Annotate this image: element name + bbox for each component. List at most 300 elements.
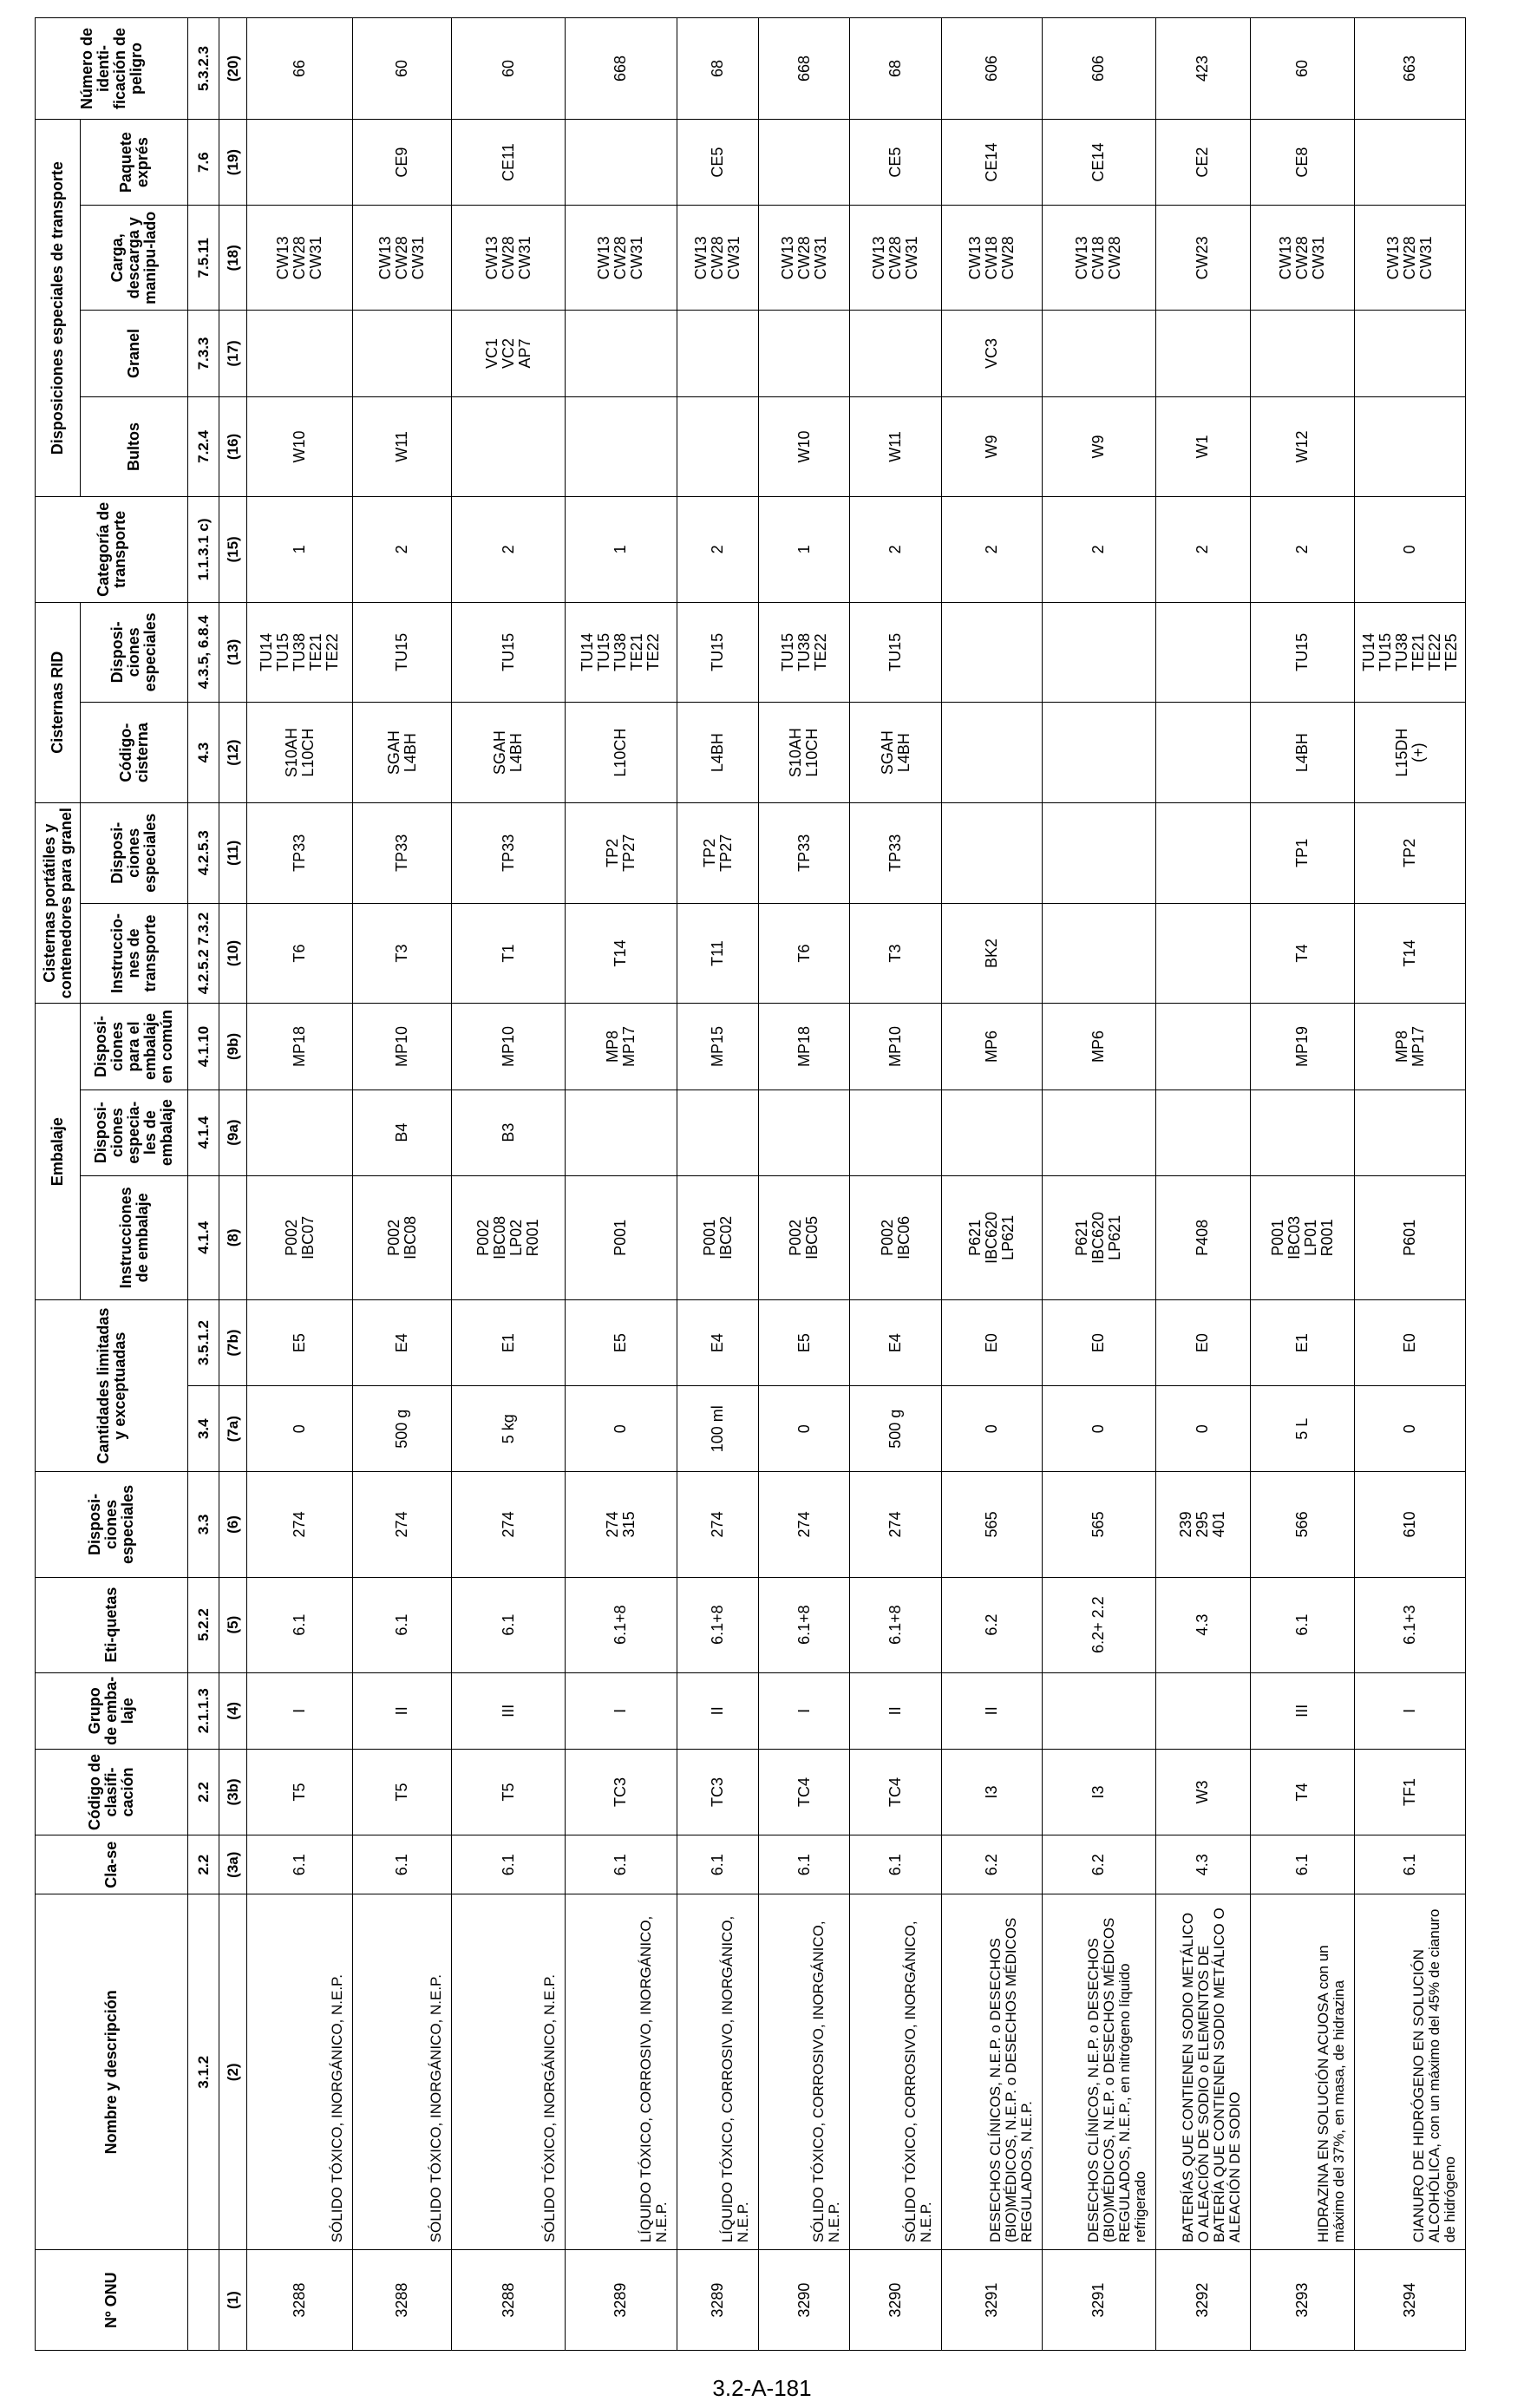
cell-classification-code: TC4 [759, 1749, 850, 1835]
cell-un-number: 3289 [677, 2250, 758, 2351]
cell-classification-code: I3 [1042, 1749, 1155, 1835]
cell-pt-instructions: T3 [353, 903, 452, 1004]
ref-cell: 3.1.2 [188, 1894, 219, 2250]
cell-bulk-provisions: VC1 VC2 AP7 [452, 311, 566, 396]
cell-un-number: 3291 [1042, 2250, 1155, 2351]
dangerous-goods-table-rotated [35, 17, 1466, 2351]
cell-class: 6.2 [941, 1835, 1042, 1894]
cell-tank-code: L4BH [1250, 703, 1354, 803]
header-special-provisions: Disposi-ciones especiales [36, 1472, 188, 1577]
cell-packages-provisions: W1 [1155, 396, 1250, 497]
cell-pt-instructions: T4 [1250, 903, 1354, 1004]
cell-pt-special-provisions: TP33 [759, 802, 850, 903]
cell-limited-quantity: 5 kg [452, 1386, 566, 1472]
cell-packing-instructions: P001 IBC02 [677, 1175, 758, 1299]
colnum-cell: (9a) [219, 1089, 247, 1175]
cell-labels: 6.1+8 [850, 1577, 941, 1672]
colnum-cell: (11) [219, 802, 247, 903]
cell-loading-provisions: CW13 CW28 CW31 [850, 206, 941, 311]
cell-limited-quantity: 500 g [850, 1386, 941, 1472]
cell-pt-special-provisions: TP1 [1250, 802, 1354, 903]
column-number-row [219, 18, 247, 2351]
cell-mixed-packing-provisions: MP10 [850, 1004, 941, 1089]
cell-special-provisions: 274 [353, 1472, 452, 1577]
cell-express-provisions: CE5 [677, 120, 758, 206]
colnum-cell: (5) [219, 1577, 247, 1672]
cell-packages-provisions: W11 [850, 396, 941, 497]
cell-bulk-provisions [353, 311, 452, 396]
cell-packages-provisions [452, 396, 566, 497]
ref-cell: 4.3 [188, 703, 219, 803]
cell-tank-code [941, 703, 1042, 803]
cell-packing-instructions: P002 IBC06 [850, 1175, 941, 1299]
cell-tank-code: SGAH L4BH [452, 703, 566, 803]
cell-tank-special-provisions: TU14 TU15 TU38 TE21 TE22 TE25 [1355, 602, 1466, 703]
ref-cell: 2.2 [188, 1835, 219, 1894]
header-hazard-id: Número de identi-ficación de peligro [36, 18, 188, 120]
cell-special-packing-provisions [247, 1089, 353, 1175]
cell-packing-group [1155, 1672, 1250, 1749]
cell-class: 6.1 [1355, 1835, 1466, 1894]
header-rid-tanks: Cisternas RID [36, 602, 81, 802]
cell-pt-instructions: BK2 [941, 903, 1042, 1004]
cell-excepted-quantity: E4 [677, 1299, 758, 1385]
cell-express-provisions: CE14 [941, 120, 1042, 206]
table-row [566, 18, 677, 2351]
cell-packages-provisions [677, 396, 758, 497]
colnum-cell: (18) [219, 206, 247, 311]
cell-un-number: 3288 [247, 2250, 353, 2351]
colnum-cell: (4) [219, 1672, 247, 1749]
cell-transport-category: 2 [1042, 497, 1155, 602]
cell-special-packing-provisions: B3 [452, 1089, 566, 1175]
cell-tank-special-provisions: TU15 [677, 602, 758, 703]
cell-classification-code: TF1 [1355, 1749, 1466, 1835]
cell-packages-provisions: W10 [247, 396, 353, 497]
ref-cell: 4.2.5.2 7.3.2 [188, 903, 219, 1004]
cell-un-number: 3289 [566, 2250, 677, 2351]
cell-special-provisions: 565 [941, 1472, 1042, 1577]
cell-pt-instructions: T11 [677, 903, 758, 1004]
cell-excepted-quantity: E5 [566, 1299, 677, 1385]
cell-express-provisions: CE2 [1155, 120, 1250, 206]
cell-hazard-id: 68 [677, 18, 758, 120]
colnum-cell: (8) [219, 1175, 247, 1299]
cell-class: 6.1 [247, 1835, 353, 1894]
cell-mixed-packing-provisions: MP8 MP17 [566, 1004, 677, 1089]
cell-mixed-packing-provisions: MP19 [1250, 1004, 1354, 1089]
cell-packing-instructions: P621 IBC620 LP621 [941, 1175, 1042, 1299]
table-row [1042, 18, 1155, 2351]
cell-labels: 4.3 [1155, 1577, 1250, 1672]
reference-row [188, 18, 219, 2351]
colnum-cell: (12) [219, 703, 247, 803]
cell-name-description: SÓLIDO TÓXICO, INORGÁNICO, N.E.P. [247, 1894, 353, 2250]
cell-labels: 6.1 [452, 1577, 566, 1672]
cell-mixed-packing-provisions: MP6 [1042, 1004, 1155, 1089]
ref-cell: 5.2.2 [188, 1577, 219, 1672]
cell-transport-category: 1 [566, 497, 677, 602]
cell-pt-special-provisions [1155, 802, 1250, 903]
cell-packing-group: I [566, 1672, 677, 1749]
header-tank-code: Código-cisterna [81, 703, 188, 803]
cell-special-provisions: 239 295 401 [1155, 1472, 1250, 1577]
cell-special-packing-provisions [850, 1089, 941, 1175]
cell-classification-code: TC3 [566, 1749, 677, 1835]
cell-labels: 6.1 [353, 1577, 452, 1672]
cell-special-packing-provisions [1355, 1089, 1466, 1175]
colnum-cell: (20) [219, 18, 247, 120]
cell-pt-instructions: T6 [247, 903, 353, 1004]
cell-pt-instructions: T14 [566, 903, 677, 1004]
cell-hazard-id: 668 [566, 18, 677, 120]
cell-special-packing-provisions: B4 [353, 1089, 452, 1175]
cell-bulk-provisions [1155, 311, 1250, 396]
cell-hazard-id: 663 [1355, 18, 1466, 120]
cell-labels: 6.1+8 [759, 1577, 850, 1672]
header-portable-tanks: Cisternas portátiles y contenedores para granel [36, 802, 81, 1003]
cell-classification-code: W3 [1155, 1749, 1250, 1835]
cell-packing-instructions: P002 IBC05 [759, 1175, 850, 1299]
ref-cell: 2.1.1.3 [188, 1672, 219, 1749]
cell-special-provisions: 274 [247, 1472, 353, 1577]
table-row [941, 18, 1042, 2351]
cell-loading-provisions: CW13 CW28 CW31 [759, 206, 850, 311]
table-row [1155, 18, 1250, 2351]
table-row [850, 18, 941, 2351]
cell-classification-code: T5 [452, 1749, 566, 1835]
cell-excepted-quantity: E5 [759, 1299, 850, 1385]
ref-cell: 4.1.4 [188, 1175, 219, 1299]
cell-excepted-quantity: E1 [452, 1299, 566, 1385]
header-pt-special-provisions: Disposi-ciones especiales [81, 802, 188, 903]
header-class: Cla-se [36, 1835, 188, 1894]
cell-loading-provisions: CW13 CW28 CW31 [1250, 206, 1354, 311]
cell-transport-category: 2 [452, 497, 566, 602]
cell-special-provisions: 566 [1250, 1472, 1354, 1577]
header-labels: Eti-quetas [36, 1577, 188, 1672]
cell-limited-quantity: 0 [1042, 1386, 1155, 1472]
cell-tank-code [1042, 703, 1155, 803]
ref-cell: 7.5.11 [188, 206, 219, 311]
cell-tank-code: S10AH L10CH [759, 703, 850, 803]
table-row [452, 18, 566, 2351]
header-limited-excepted: Cantidades limitadas y exceptuadas [36, 1299, 188, 1471]
cell-pt-instructions [1042, 903, 1155, 1004]
cell-express-provisions [566, 120, 677, 206]
colnum-cell: (7b) [219, 1299, 247, 1385]
cell-hazard-id: 60 [452, 18, 566, 120]
cell-mixed-packing-provisions: MP6 [941, 1004, 1042, 1089]
header-loading-handling: Carga, descarga y manipu-lado [81, 206, 188, 311]
cell-un-number: 3288 [353, 2250, 452, 2351]
cell-labels: 6.2 [941, 1577, 1042, 1672]
ref-cell: 2.2 [188, 1749, 219, 1835]
cell-express-provisions [1355, 120, 1466, 206]
table-row [677, 18, 758, 2351]
cell-special-provisions: 274 [452, 1472, 566, 1577]
cell-loading-provisions: CW13 CW28 CW31 [452, 206, 566, 311]
cell-limited-quantity: 100 ml [677, 1386, 758, 1472]
ref-cell: 7.3.3 [188, 311, 219, 396]
cell-mixed-packing-provisions [1155, 1004, 1250, 1089]
cell-class: 6.1 [850, 1835, 941, 1894]
cell-un-number: 3290 [850, 2250, 941, 2351]
cell-name-description: SÓLIDO TÓXICO, INORGÁNICO, N.E.P. [452, 1894, 566, 2250]
header-special-packing-provisions: Disposi-ciones especia-les de embalaje [81, 1089, 188, 1175]
cell-limited-quantity: 0 [247, 1386, 353, 1472]
cell-class: 6.1 [452, 1835, 566, 1894]
cell-bulk-provisions [1355, 311, 1466, 396]
cell-loading-provisions: CW13 CW28 CW31 [247, 206, 353, 311]
colnum-cell: (6) [219, 1472, 247, 1577]
cell-hazard-id: 66 [247, 18, 353, 120]
ref-cell: 3.4 [188, 1386, 219, 1472]
header-tank-special-provisions: Disposi-ciones especiales [81, 602, 188, 703]
cell-packages-provisions: W9 [941, 396, 1042, 497]
cell-packing-instructions: P001 [566, 1175, 677, 1299]
cell-loading-provisions: CW13 CW18 CW28 [941, 206, 1042, 311]
cell-special-provisions: 274 [759, 1472, 850, 1577]
ref-cell: 5.3.2.3 [188, 18, 219, 120]
cell-pt-special-provisions: TP2 TP27 [677, 802, 758, 903]
cell-tank-code: SGAH L4BH [850, 703, 941, 803]
cell-name-description: CIANURO DE HIDRÓGENO EN SOLUCIÓN ALCOHÓLICA, con un máximo del 45% de cianuro de hidrógeno [1355, 1894, 1466, 2250]
cell-packing-group: II [677, 1672, 758, 1749]
cell-special-provisions: 610 [1355, 1472, 1466, 1577]
cell-classification-code: I3 [941, 1749, 1042, 1835]
cell-classification-code: TC4 [850, 1749, 941, 1835]
header-transport-category: Categoría de transporte [36, 497, 188, 602]
cell-limited-quantity: 500 g [353, 1386, 452, 1472]
cell-classification-code: TC3 [677, 1749, 758, 1835]
cell-excepted-quantity: E0 [1155, 1299, 1250, 1385]
cell-transport-category: 2 [353, 497, 452, 602]
cell-special-provisions: 274 [677, 1472, 758, 1577]
cell-pt-special-provisions [941, 802, 1042, 903]
cell-packing-group: III [1250, 1672, 1354, 1749]
ref-cell: 7.6 [188, 120, 219, 206]
cell-loading-provisions: CW13 CW28 CW31 [566, 206, 677, 311]
cell-bulk-provisions: VC3 [941, 311, 1042, 396]
cell-classification-code: T5 [247, 1749, 353, 1835]
cell-bulk-provisions [850, 311, 941, 396]
cell-pt-instructions [1155, 903, 1250, 1004]
cell-name-description: SÓLIDO TÓXICO, CORROSIVO, INORGÁNICO, N.E.P. [850, 1894, 941, 2250]
cell-name-description: DESECHOS CLÍNICOS, N.E.P. o DESECHOS (BIO)MÉDICOS, N.E.P. o DESECHOS MÉDICOS REGULADOS, N.E.P., en nitrógeno líquido refrigerado [1042, 1894, 1155, 2250]
dangerous-goods-table [35, 17, 1466, 2351]
cell-transport-category: 1 [759, 497, 850, 602]
cell-pt-special-provisions: TP2 [1355, 802, 1466, 903]
cell-tank-code: L10CH [566, 703, 677, 803]
colnum-cell: (7a) [219, 1386, 247, 1472]
cell-transport-category: 2 [1155, 497, 1250, 602]
cell-un-number: 3294 [1355, 2250, 1466, 2351]
header-express: Paquete exprés [81, 120, 188, 206]
cell-mixed-packing-provisions: MP10 [452, 1004, 566, 1089]
cell-tank-special-provisions [1155, 602, 1250, 703]
header-packages: Bultos [81, 396, 188, 497]
cell-transport-category: 2 [850, 497, 941, 602]
cell-special-packing-provisions [677, 1089, 758, 1175]
cell-tank-special-provisions: TU15 TU38 TE22 [759, 602, 850, 703]
cell-class: 6.2 [1042, 1835, 1155, 1894]
cell-name-description: BATERÍAS QUE CONTIENEN SODIO METÁLICO O ALEACIÓN DE SODIO o ELEMENTOS DE BATERÍA QUE CONTIENEN SODIO METÁLICO O ALEACIÓN DE SODIO [1155, 1894, 1250, 2250]
cell-hazard-id: 668 [759, 18, 850, 120]
cell-packing-group: III [452, 1672, 566, 1749]
cell-packing-group: II [353, 1672, 452, 1749]
colnum-cell: (15) [219, 497, 247, 602]
cell-express-provisions: CE11 [452, 120, 566, 206]
ref-cell: 7.2.4 [188, 396, 219, 497]
cell-hazard-id: 423 [1155, 18, 1250, 120]
cell-bulk-provisions [1250, 311, 1354, 396]
cell-packages-provisions: W12 [1250, 396, 1354, 497]
colnum-cell: (3a) [219, 1835, 247, 1894]
header-packing-instructions: Instrucciones de embalaje [81, 1175, 188, 1299]
cell-packing-group: I [1355, 1672, 1466, 1749]
table-row [353, 18, 452, 2351]
cell-special-provisions: 274 [850, 1472, 941, 1577]
cell-tank-special-provisions: TU14 TU15 TU38 TE21 TE22 [247, 602, 353, 703]
cell-class: 6.1 [1250, 1835, 1354, 1894]
colnum-cell: (13) [219, 602, 247, 703]
ref-cell: 4.1.10 [188, 1004, 219, 1089]
cell-packages-provisions [566, 396, 677, 497]
cell-transport-category: 2 [1250, 497, 1354, 602]
header-bulk: Granel [81, 311, 188, 396]
cell-excepted-quantity: E4 [353, 1299, 452, 1385]
header-un-no: Nº ONU [36, 2250, 188, 2351]
cell-classification-code: T4 [1250, 1749, 1354, 1835]
cell-un-number: 3290 [759, 2250, 850, 2351]
cell-excepted-quantity: E0 [1042, 1299, 1155, 1385]
cell-express-provisions: CE5 [850, 120, 941, 206]
cell-limited-quantity: 5 L [1250, 1386, 1354, 1472]
cell-hazard-id: 60 [1250, 18, 1354, 120]
cell-loading-provisions: CW23 [1155, 206, 1250, 311]
cell-pt-instructions: T1 [452, 903, 566, 1004]
cell-tank-special-provisions: TU15 [1250, 602, 1354, 703]
cell-labels: 6.1+3 [1355, 1577, 1466, 1672]
cell-packages-provisions: W11 [353, 396, 452, 497]
header-special-transport-provisions: Disposiciones especiales de transporte [36, 120, 81, 497]
cell-loading-provisions: CW13 CW18 CW28 [1042, 206, 1155, 311]
cell-bulk-provisions [566, 311, 677, 396]
cell-name-description: SÓLIDO TÓXICO, INORGÁNICO, N.E.P. [353, 1894, 452, 2250]
cell-name-description: HIDRAZINA EN SOLUCIÓN ACUOSA con un máximo del 37%, en masa, de hidrazina [1250, 1894, 1354, 2250]
cell-excepted-quantity: E1 [1250, 1299, 1354, 1385]
cell-pt-special-provisions: TP33 [850, 802, 941, 903]
cell-express-provisions [759, 120, 850, 206]
cell-bulk-provisions [677, 311, 758, 396]
cell-packages-provisions: W10 [759, 396, 850, 497]
cell-mixed-packing-provisions: MP10 [353, 1004, 452, 1089]
cell-loading-provisions: CW13 CW28 CW31 [353, 206, 452, 311]
cell-packing-instructions: P002 IBC08 LP02 R001 [452, 1175, 566, 1299]
ref-cell: 4.3.5, 6.8.4 [188, 602, 219, 703]
header-packing-group: Grupo de emba-laje [36, 1672, 188, 1749]
cell-tank-special-provisions: TU15 [353, 602, 452, 703]
cell-packing-instructions: P601 [1355, 1175, 1466, 1299]
header-pt-instructions: Instruccio-nes de transporte [81, 903, 188, 1004]
cell-tank-special-provisions: TU14 TU15 TU38 TE21 TE22 [566, 602, 677, 703]
cell-special-packing-provisions [941, 1089, 1042, 1175]
cell-limited-quantity: 0 [759, 1386, 850, 1472]
cell-limited-quantity: 0 [1155, 1386, 1250, 1472]
cell-packing-instructions: P002 IBC08 [353, 1175, 452, 1299]
colnum-cell: (9b) [219, 1004, 247, 1089]
cell-class: 6.1 [759, 1835, 850, 1894]
cell-pt-special-provisions: TP2 TP27 [566, 802, 677, 903]
cell-limited-quantity: 0 [566, 1386, 677, 1472]
page-number: 3.2-A-181 [712, 2375, 812, 2401]
cell-special-provisions: 565 [1042, 1472, 1155, 1577]
colnum-cell: (3b) [219, 1749, 247, 1835]
cell-express-provisions [247, 120, 353, 206]
cell-pt-special-provisions: TP33 [353, 802, 452, 903]
cell-special-packing-provisions [759, 1089, 850, 1175]
cell-class: 6.1 [353, 1835, 452, 1894]
cell-express-provisions: CE9 [353, 120, 452, 206]
cell-transport-category: 2 [941, 497, 1042, 602]
ref-cell: 4.1.4 [188, 1089, 219, 1175]
colnum-cell: (10) [219, 903, 247, 1004]
cell-mixed-packing-provisions: MP15 [677, 1004, 758, 1089]
colnum-cell: (19) [219, 120, 247, 206]
header-name: Nombre y descripción [36, 1894, 188, 2250]
cell-packing-instructions: P002 IBC07 [247, 1175, 353, 1299]
cell-name-description: LÍQUIDO TÓXICO, CORROSIVO, INORGÁNICO, N.E.P. [677, 1894, 758, 2250]
cell-hazard-id: 60 [353, 18, 452, 120]
cell-limited-quantity: 0 [941, 1386, 1042, 1472]
cell-mixed-packing-provisions: MP8 MP17 [1355, 1004, 1466, 1089]
cell-packing-group [1042, 1672, 1155, 1749]
cell-bulk-provisions [247, 311, 353, 396]
cell-pt-instructions: T6 [759, 903, 850, 1004]
cell-excepted-quantity: E4 [850, 1299, 941, 1385]
cell-limited-quantity: 0 [1355, 1386, 1466, 1472]
cell-name-description: DESECHOS CLÍNICOS, N.E.P. o DESECHOS (BIO)MÉDICOS, N.E.P. o DESECHOS MÉDICOS REGULADOS, N.E.P. [941, 1894, 1042, 2250]
colnum-cell: (1) [219, 2250, 247, 2351]
cell-special-packing-provisions [1250, 1089, 1354, 1175]
cell-packing-instructions: P408 [1155, 1175, 1250, 1299]
cell-tank-code: S10AH L10CH [247, 703, 353, 803]
cell-special-provisions: 274 315 [566, 1472, 677, 1577]
colnum-cell: (16) [219, 396, 247, 497]
cell-pt-special-provisions: TP33 [452, 802, 566, 903]
cell-labels: 6.1+8 [677, 1577, 758, 1672]
cell-classification-code: T5 [353, 1749, 452, 1835]
cell-hazard-id: 68 [850, 18, 941, 120]
cell-hazard-id: 606 [1042, 18, 1155, 120]
cell-packing-group: I [247, 1672, 353, 1749]
cell-packing-group: II [850, 1672, 941, 1749]
table-row [759, 18, 850, 2351]
cell-transport-category: 2 [677, 497, 758, 602]
cell-packing-group: I [759, 1672, 850, 1749]
cell-packages-provisions [1355, 396, 1466, 497]
cell-pt-special-provisions: TP33 [247, 802, 353, 903]
colnum-cell: (2) [219, 1894, 247, 2250]
cell-name-description: LÍQUIDO TÓXICO, CORROSIVO, INORGÁNICO, N.E.P. [566, 1894, 677, 2250]
cell-packing-instructions: P621 IBC620 LP621 [1042, 1175, 1155, 1299]
cell-tank-special-provisions: TU15 [452, 602, 566, 703]
cell-labels: 6.2+ 2.2 [1042, 1577, 1155, 1672]
table-row [247, 18, 353, 2351]
cell-mixed-packing-provisions: MP18 [247, 1004, 353, 1089]
cell-class: 6.1 [677, 1835, 758, 1894]
